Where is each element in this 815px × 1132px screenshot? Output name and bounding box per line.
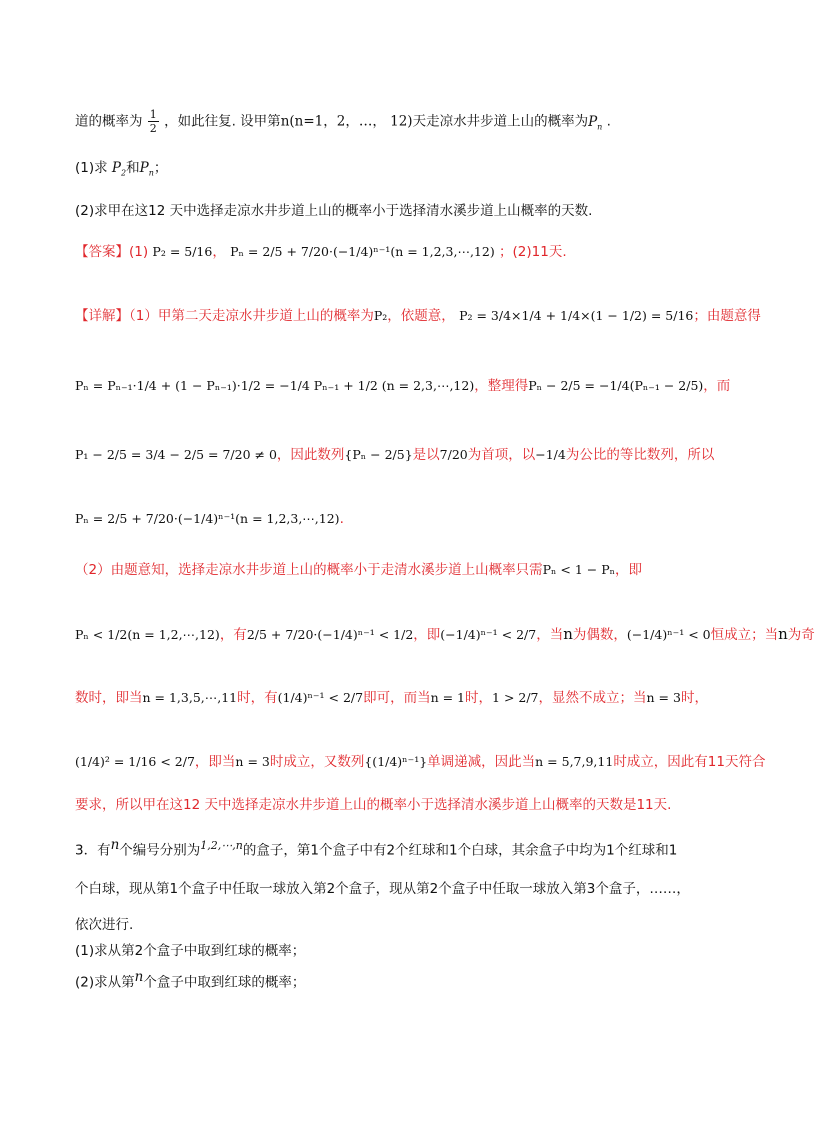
formula: n = 1,3,5,⋯,11	[142, 690, 238, 705]
text: 是以	[412, 447, 440, 463]
text: 3．有	[75, 842, 111, 859]
detail-line	[75, 560, 740, 580]
formula: 2/5 + 7/20·(−1/4)ⁿ⁻¹ < 1/2	[246, 627, 414, 642]
text: 道的概率为	[75, 113, 143, 130]
text: ，依题意，	[387, 308, 455, 324]
fraction	[148, 108, 159, 135]
text: 为首项，以	[467, 447, 536, 463]
text: ，如此往复. 设甲第	[164, 113, 281, 130]
question-line	[75, 835, 740, 861]
text: ；(2)11天.	[499, 244, 567, 260]
detail-line	[75, 306, 761, 326]
text: 数时，即当	[75, 690, 143, 706]
text: 时成立，因此有11天符合	[613, 754, 766, 770]
formula: P₂	[373, 308, 388, 323]
text: 为偶数，	[572, 627, 627, 643]
text-line	[75, 108, 740, 137]
formula: P₂ = 5/16	[152, 244, 213, 259]
formula: (−1/4)ⁿ⁻¹ < 2/7	[440, 627, 537, 642]
text: 时成立，又数列	[269, 754, 365, 770]
math-symbol: n	[134, 969, 144, 985]
formula: Pₙ < 1/2(n = 1,2,⋯,12)	[75, 627, 220, 642]
formula: P₁ − 2/5 = 3/4 − 2/5 = 7/20 ≠ 0	[75, 447, 277, 462]
formula: Pₙ = 2/5 + 7/20·(−1/4)ⁿ⁻¹(n = 1,2,3,⋯,12)	[230, 244, 495, 259]
denominator: 2	[149, 122, 157, 135]
text: ，有	[219, 627, 247, 643]
subscript: n	[597, 122, 603, 132]
formula: n = 5,7,9,11	[535, 754, 614, 769]
formula: n = 1	[430, 690, 466, 705]
formula: (1/4)ⁿ⁻¹ < 2/7	[277, 690, 364, 705]
text: 单调递减，因此当	[427, 754, 536, 770]
detail-line: 要求，所以甲在这12 天中选择走凉水井步道上山的概率小于选择清水溪步道上山概率的天数是11天.	[75, 797, 672, 813]
detail-line	[75, 624, 815, 645]
text: ，即	[615, 562, 643, 578]
text: ，而	[703, 378, 731, 394]
text: （2）由题意知，选择走凉水井步道上山的概率小于走清水溪步道上山概率只需	[75, 562, 543, 578]
formula: 1 > 2/7	[492, 690, 539, 705]
formula: −1/4	[535, 447, 566, 462]
text: 即可，而当	[363, 690, 431, 706]
text: 时，	[680, 690, 708, 706]
question-line: 个白球，现从第1个盒子中任取一球放入第2个盒子，现从第2个盒子中任取一球放入第3个盒子，……，	[75, 881, 690, 897]
text: 天走凉水井步道上山的概率为	[412, 113, 589, 130]
math-symbol: n	[110, 837, 120, 853]
text: 的盒子，第1个盒子中有2个红球和1个白球，其余盒子中均为1个红球和1	[242, 842, 678, 859]
formula: n = 3	[646, 690, 681, 705]
text: ；由题意得	[693, 308, 761, 324]
text-line	[75, 158, 740, 184]
text: (2)求从第	[75, 974, 135, 991]
math-symbol	[140, 160, 154, 176]
text: (1)求	[75, 160, 108, 176]
formula: Pₙ = Pₙ₋₁·1/4 + (1 − Pₙ₋₁)·1/2 = −1/4 Pₙ₋₁ + 1/2 (n = 2,3,⋯,12)	[75, 378, 475, 393]
text: 个盒子中取到红球的概率；	[143, 974, 306, 991]
formula: n	[563, 625, 573, 643]
question-line	[75, 967, 740, 993]
text: ，即当	[194, 754, 236, 770]
detail-line	[75, 752, 766, 772]
detail-line	[75, 509, 740, 529]
text: ；	[153, 160, 168, 176]
subscript: 2	[121, 168, 127, 178]
formula: n = 3	[235, 754, 270, 769]
formula: P₂ = 3/4×1/4 + 1/4×(1 − 1/2) = 5/16	[459, 308, 694, 323]
text: ，整理得	[474, 378, 529, 394]
math-symbol	[588, 114, 602, 130]
formula: Pₙ − 2/5 = −1/4(Pₙ₋₁ − 2/5)	[528, 378, 704, 393]
detail-tag: 【详解】	[75, 308, 129, 324]
text: 为奇	[787, 627, 815, 643]
question-line: 依次进行.	[75, 917, 134, 933]
symbol: P	[139, 160, 149, 176]
text: .	[339, 511, 344, 527]
math-expr: 1,2,⋯,n	[200, 839, 243, 852]
text: 和	[126, 160, 140, 176]
detail-line	[75, 688, 740, 708]
text: ，因此数列	[276, 447, 345, 463]
math-expr: n(n=1，2，…， 12)	[280, 113, 413, 130]
text: 个编号分别为	[119, 842, 201, 859]
formula: {(1/4)ⁿ⁻¹}	[364, 754, 428, 769]
formula: Pₙ < 1 − Pₙ	[542, 562, 616, 577]
text: 为公比的等比数列，所以	[565, 447, 715, 463]
text: ，即	[413, 627, 441, 643]
detail-line	[75, 445, 740, 465]
text: ，当	[536, 627, 564, 643]
math-symbol	[112, 160, 126, 176]
text-line: (2)求甲在这12 天中选择走凉水井步道上山的概率小于选择清水溪步道上山概率的天数.	[75, 203, 593, 219]
subscript: n	[148, 168, 154, 178]
detail-line	[75, 376, 740, 396]
text: 恒成立；当	[710, 627, 779, 643]
formula: Pₙ = 2/5 + 7/20·(−1/4)ⁿ⁻¹(n = 1,2,3,⋯,12)	[75, 511, 340, 526]
formula: {Pₙ − 2/5}	[344, 447, 413, 462]
text: 时，有	[237, 690, 278, 706]
text: （1）甲第二天走凉水井步道上山的概率为	[129, 308, 374, 324]
numerator: 1	[149, 108, 157, 121]
formula: (1/4)² = 1/16 < 2/7	[75, 754, 195, 769]
symbol: P	[111, 160, 122, 176]
answer-tag: 【答案】	[75, 244, 129, 260]
symbol: P	[588, 113, 598, 130]
text: (1)	[129, 244, 149, 260]
answer-line: 【答案】(1) P₂ = 5/16， Pₙ = 2/5 + 7/20·(−1/4)ⁿ⁻¹(n = 1,2,3,⋯,12) ；(2)11天.	[75, 244, 567, 260]
formula: 7/20	[439, 447, 468, 462]
formula: (−1/4)ⁿ⁻¹ < 0	[626, 627, 711, 642]
text: ，显然不成立；当	[538, 690, 647, 706]
text: .	[602, 113, 611, 130]
question-line: (1)求从第2个盒子中取到红球的概率；	[75, 943, 306, 959]
formula: n	[778, 625, 788, 643]
text: 时，	[465, 690, 493, 706]
